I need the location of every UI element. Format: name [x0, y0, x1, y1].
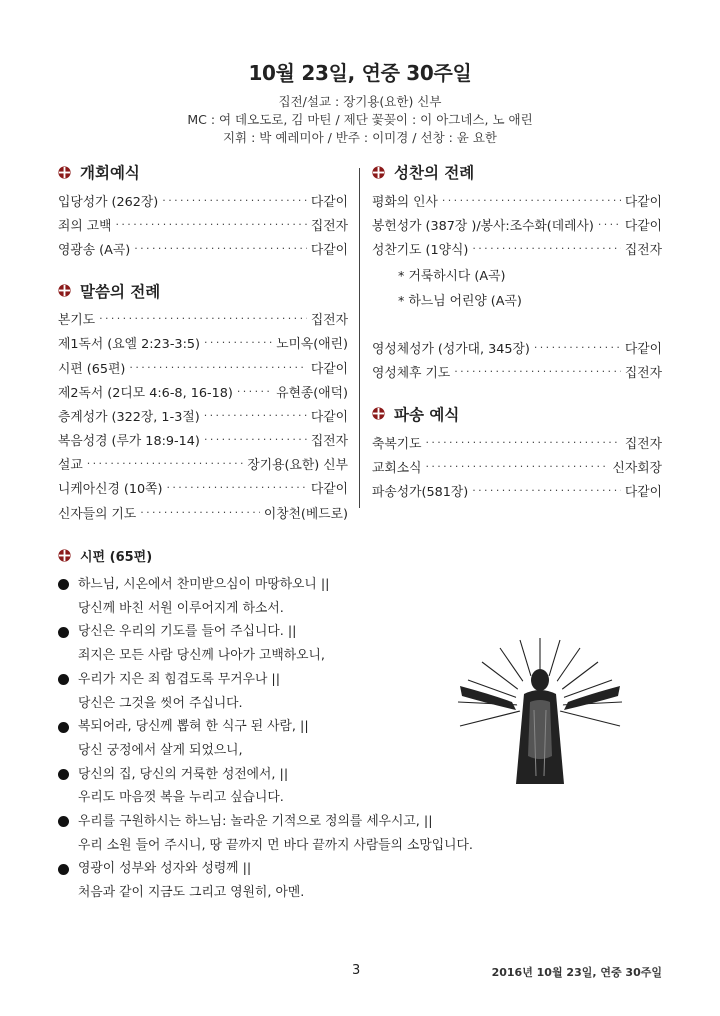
order-row: 신자들의 기도 ····· 이창천(베드로)	[58, 500, 348, 524]
section-opening-rites	[58, 160, 348, 184]
psalm-verse: 당신의 집, 당신의 거룩한 성전에서, || 우리도 마음껏 복을 누리고 싶습니다.	[58, 763, 658, 810]
leader-dots	[454, 365, 621, 378]
section-title: 성찬의 전례	[394, 164, 475, 182]
cross-icon	[372, 166, 385, 179]
leader-dots	[162, 194, 307, 207]
credits-celebrant: 집전/설교 : 장기용(요한) 신부	[278, 94, 442, 109]
section-title: 시편 (65편)	[80, 549, 153, 565]
section-title: 개회예식	[80, 164, 140, 182]
order-row: 시편 (65편) ····· 다같이	[58, 355, 348, 379]
leader-dots	[140, 506, 260, 519]
page-number: 3	[352, 963, 361, 978]
psalm-verse: 하느님, 시온에서 찬미받으심이 마땅하오니 || 당신께 바친 서원 이루어지게 하소서.	[58, 573, 658, 620]
risen-christ-illustration	[450, 636, 630, 784]
order-row: 영성체성가 (성가대, 345장) ····· 다같이	[372, 336, 662, 360]
leader-dots	[534, 341, 621, 354]
leader-dots	[472, 484, 621, 497]
bullet-icon	[58, 579, 69, 590]
psalm-verse: 당신은 우리의 기도를 들어 주십니다. || 죄지은 모든 사람 당신께 나아가 고백하오니,	[58, 620, 658, 667]
leader-dots	[442, 194, 621, 207]
psalm-verse: 우리가 지은 죄 힘겹도록 무거우나 || 당신은 그것을 씻어 주십니다.	[58, 668, 658, 715]
cross-icon	[58, 166, 71, 179]
leader-dots	[237, 385, 272, 398]
bullet-icon	[58, 769, 69, 780]
column-divider	[359, 168, 360, 508]
order-row: 층계성가 (322장, 1-3절) ····· 다같이	[58, 403, 348, 427]
bullet-icon	[58, 674, 69, 685]
psalm-heading	[58, 543, 658, 567]
order-row: 제1독서 (요엘 2:23-3:5) ····· 노미옥(애린)	[58, 331, 348, 355]
leader-dots	[204, 409, 307, 422]
order-row: 파송성가(581장) ····· 다같이	[372, 478, 662, 502]
section-title: 말씀의 전례	[80, 282, 161, 301]
leader-dots	[598, 218, 621, 231]
sub-item: * 하느님 어린양 (A곡)	[398, 293, 522, 309]
leader-dots	[472, 242, 621, 255]
order-row: 입당성가 (262장) ····· 다같이	[58, 188, 348, 212]
leader-dots	[87, 457, 244, 470]
leader-dots	[134, 242, 307, 255]
order-row: 니케아신경 (10쪽) ····· 다같이	[58, 476, 348, 500]
order-row: 축복기도 ····· 집전자	[372, 430, 662, 454]
order-row: 설교 ····· 장기용(요한) 신부	[58, 452, 348, 476]
cross-icon	[58, 549, 71, 562]
page-title: 10월 23일, 연중 30주일	[248, 61, 472, 85]
sub-item: * 거룩하시다 (A곡)	[398, 268, 506, 284]
order-row: 봉헌성가 (387장 )/봉사:조수화(데레사) ····· 다같이	[372, 212, 662, 236]
section-title: 파송 예식	[394, 405, 460, 424]
leader-dots	[116, 218, 307, 231]
order-row: 영성체후 기도 ····· 집전자	[372, 360, 662, 384]
bullet-icon	[58, 864, 69, 875]
right-column	[372, 160, 662, 503]
order-row: 평화의 인사 ····· 다같이	[372, 188, 662, 212]
leader-dots	[204, 336, 272, 349]
footer-date: 2016년 10월 23일, 연중 30주일	[491, 966, 662, 979]
leader-dots	[204, 433, 307, 446]
credits	[0, 93, 720, 147]
section-liturgy-of-word	[58, 279, 348, 303]
order-row: 교회소식 ····· 신자회장	[372, 454, 662, 478]
leader-dots	[425, 460, 608, 473]
left-column	[58, 160, 348, 524]
leader-dots	[99, 312, 307, 325]
order-row: 영광송 (A곡) ····· 다같이	[58, 236, 348, 260]
section-liturgy-of-eucharist	[372, 160, 662, 184]
bullet-icon	[58, 627, 69, 638]
order-row: 죄의 고백 ····· 집전자	[58, 212, 348, 236]
section-dismissal	[372, 402, 662, 426]
credits-mc: MC : 여 데오도로, 김 마틴 / 제단 꽃꽂이 : 이 아그네스, 노 애린	[187, 112, 533, 127]
psalm-verse: 우리를 구원하시는 하느님: 놀라운 기적으로 정의를 세우시고, || 우리 소원 들어 주시니, 땅 끝까지 먼 바다 끝까지 사람들의 소망입니다.	[58, 810, 658, 857]
bullet-icon	[58, 722, 69, 733]
leader-dots	[425, 436, 620, 449]
order-row: 제2독서 (2디모 4:6-8, 16-18) ····· 유현종(애덕)	[58, 379, 348, 403]
credits-music: 지휘 : 박 예레미아 / 반주 : 이미경 / 선창 : 윤 요한	[222, 130, 497, 145]
order-row: 본기도 ····· 집전자	[58, 307, 348, 331]
cross-icon	[372, 407, 385, 420]
leader-dots	[129, 361, 306, 374]
psalm-verse: 영광이 성부와 성자와 성령께 || 처음과 같이 지금도 그리고 영원히, 아멘.	[58, 857, 658, 904]
order-row: 성찬기도 (1양식) ····· 집전자	[372, 236, 662, 260]
cross-icon	[58, 284, 71, 297]
bullet-icon	[58, 816, 69, 827]
leader-dots	[167, 481, 307, 494]
psalm-verse: 복되어라, 당신께 뽑혀 한 식구 된 사람, || 당신 궁정에서 살게 되었으니,	[58, 715, 658, 762]
order-row: 복음성경 (루가 18:9-14) ····· 집전자	[58, 428, 348, 452]
